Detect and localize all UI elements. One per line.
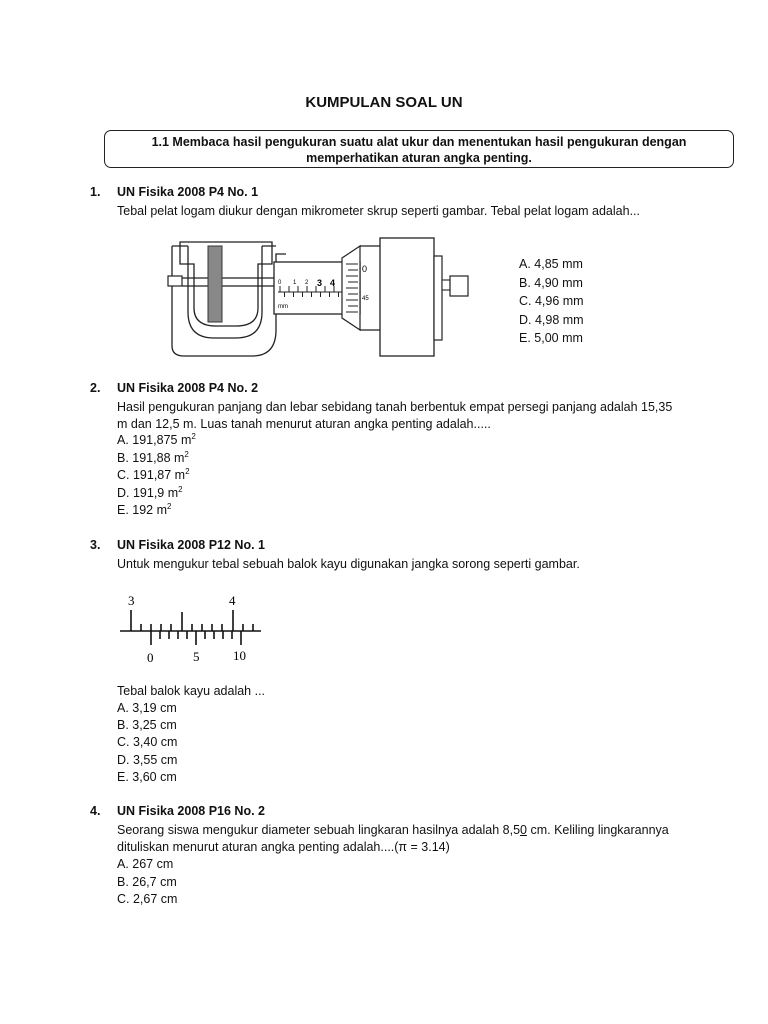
main-scale-2: 2 bbox=[305, 280, 309, 286]
text-segment: Seorang siswa mengukur diameter sebuah lingkaran hasilnya adalah 8,5 bbox=[117, 823, 521, 837]
thimble-label-0: 0 bbox=[362, 264, 368, 274]
question-text bbox=[117, 399, 697, 433]
option-text: C. 191,87 m bbox=[117, 468, 186, 482]
vernier-label-10: 10 bbox=[233, 648, 246, 663]
option[interactable]: E. 3,60 cm bbox=[117, 769, 177, 784]
options-list bbox=[117, 700, 177, 786]
page-title: KUMPULAN SOAL UN bbox=[305, 94, 463, 111]
question-text-line: m dan 12,5 m. Luas tanah menurut aturan angka penting adalah..... bbox=[117, 417, 491, 431]
main-scale-4: 4 bbox=[330, 278, 336, 288]
vernier-caliper-figure bbox=[118, 588, 268, 668]
main-scale-0: 0 bbox=[278, 280, 282, 286]
question-text: Tebal pelat logam diukur dengan mikrometer skrup seperti gambar. Tebal pelat logam adalah... bbox=[117, 204, 640, 218]
main-scale-3: 3 bbox=[317, 278, 323, 288]
underlined-digit: 0 bbox=[520, 823, 527, 837]
option[interactable]: A. 3,19 cm bbox=[117, 701, 177, 715]
option-text: B. 191,88 m bbox=[117, 450, 185, 465]
superscript: 2 bbox=[167, 502, 172, 511]
thimble-label-45: 45 bbox=[362, 296, 369, 302]
topic-box bbox=[104, 130, 734, 168]
question-text-line: Hasil pengukuran panjang dan lebar sebidang tanah berbentuk empat persegi panjang adalah 15,35 bbox=[117, 400, 673, 414]
main-label-3: 3 bbox=[128, 593, 135, 608]
thimble bbox=[380, 238, 434, 356]
vernier-label-5: 5 bbox=[193, 649, 200, 664]
option[interactable]: B. 4,90 mm bbox=[519, 275, 583, 290]
option[interactable] bbox=[117, 502, 196, 520]
micrometer-figure bbox=[162, 234, 482, 364]
frame-outer bbox=[180, 242, 272, 326]
option[interactable]: B. 3,25 cm bbox=[117, 718, 177, 733]
option[interactable]: D. 4,98 mm bbox=[519, 312, 584, 327]
main-label-4: 4 bbox=[229, 593, 236, 608]
superscript: 2 bbox=[178, 484, 183, 494]
option[interactable] bbox=[117, 450, 196, 468]
question-source: UN Fisika 2008 P12 No. 1 bbox=[117, 538, 265, 552]
question-number: 2. bbox=[90, 381, 101, 395]
option[interactable]: B. 26,7 cm bbox=[117, 874, 177, 889]
option[interactable]: C. 3,40 cm bbox=[117, 735, 178, 750]
question-text: Untuk mengukur tebal sebuah balok kayu digunakan jangka sorong seperti gambar. bbox=[117, 557, 580, 571]
question-source: UN Fisika 2008 P16 No. 2 bbox=[117, 804, 265, 818]
superscript: 2 bbox=[184, 449, 189, 459]
main-scale-1: 1 bbox=[293, 280, 297, 286]
option[interactable] bbox=[117, 467, 196, 485]
question-source: UN Fisika 2008 P4 No. 1 bbox=[117, 185, 259, 199]
question-number: 1. bbox=[90, 185, 101, 199]
question-source: UN Fisika 2008 P4 No. 2 bbox=[117, 381, 259, 395]
question-number: 4. bbox=[90, 804, 101, 818]
topic-line-2: memperhatikan aturan angka penting. bbox=[306, 151, 532, 165]
question-text-line bbox=[117, 822, 697, 839]
question-prompt: Tebal balok kayu adalah ... bbox=[117, 684, 266, 698]
options-list bbox=[117, 432, 196, 520]
option-text: D. 191,9 m bbox=[117, 485, 179, 500]
option[interactable]: A. 267 cm bbox=[117, 857, 174, 871]
option[interactable]: D. 3,55 cm bbox=[117, 752, 178, 767]
options-list bbox=[519, 255, 584, 348]
option[interactable] bbox=[117, 432, 196, 450]
options-list bbox=[117, 856, 177, 909]
option[interactable]: A. 4,85 mm bbox=[519, 257, 583, 271]
vernier-label-0: 0 bbox=[147, 650, 154, 665]
option[interactable]: C. 2,67 cm bbox=[117, 892, 178, 906]
superscript: 2 bbox=[185, 467, 190, 476]
metal-plate bbox=[208, 246, 222, 322]
option-text: A. 191,875 m bbox=[117, 433, 192, 447]
topic-line-1: 1.1 Membaca hasil pengukuran suatu alat ukur dan menentukan hasil pengukuran dengan bbox=[151, 135, 687, 149]
question-text-line: dituliskan menurut aturan angka penting adalah....(π = 3.14) bbox=[117, 840, 450, 854]
question-number: 3. bbox=[90, 538, 101, 552]
question-text bbox=[117, 822, 697, 856]
text-segment: cm. Keliling lingkarannya bbox=[526, 823, 669, 837]
option-text: E. 192 m bbox=[117, 503, 168, 517]
option[interactable]: C. 4,96 mm bbox=[519, 294, 584, 308]
option[interactable]: E. 5,00 mm bbox=[519, 331, 583, 345]
main-scale-unit: mm bbox=[278, 304, 288, 310]
option[interactable] bbox=[117, 485, 196, 503]
superscript: 2 bbox=[191, 432, 196, 441]
